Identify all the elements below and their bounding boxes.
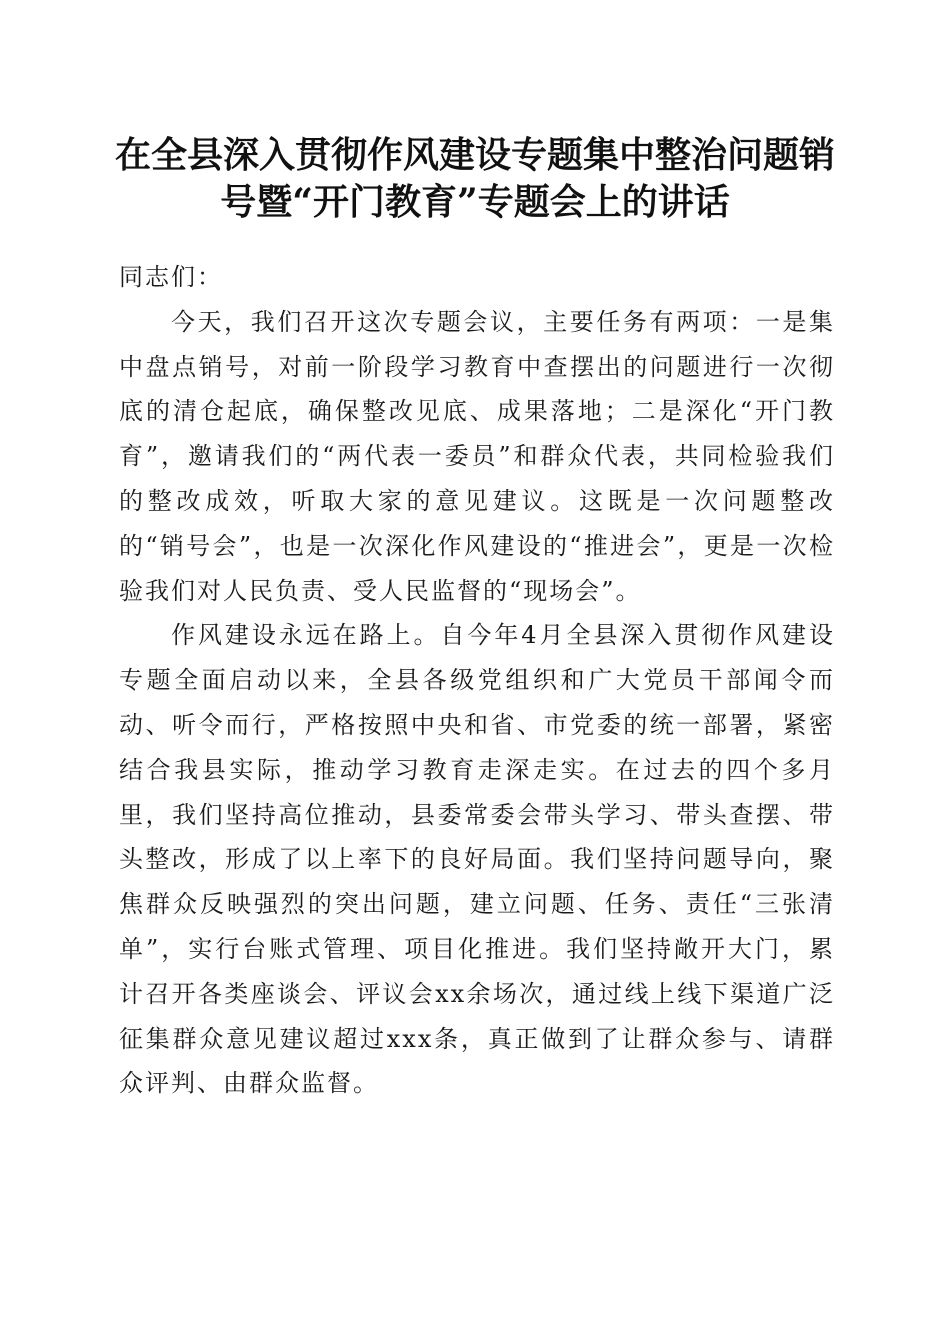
paragraph: 今天，我们召开这次专题会议，主要任务有两项：一是集中盘点销号，对前一阶段学习教育中查摆出的问题进行一次彻底的清仓起底，确保整改见底、成果落地；二是深化“开门教育”，邀请我们的“两代表一委员”和群众代表，共同检验我们的整改成效，听取大家的意见建议。这既是一次问题整改的“销号会”，也是一次深化作风建设的“推进会”，更是一次检验我们对人民负责、受人民监督的“现场会”。 (119, 307, 835, 605)
title-line-2: 号暨“开门教育”专题会上的讲话 (220, 181, 730, 223)
document-title (100, 132, 850, 226)
title-line-1: 在全县深入贯彻作风建设专题集中整治问题销 (114, 134, 835, 176)
document-body (119, 255, 835, 1106)
salutation: 同志们： (119, 263, 223, 291)
paragraph: 作风建设永远在路上。自今年4月全县深入贯彻作风建设专题全面启动以来，全县各级党组织和广大党员干部闻令而动、听令而行，严格按照中央和省、市党委的统一部署，紧密结合我县实际，推动学习教育走深走实。在过去的四个多月里，我们坚持高位推动，县委常委会带头学习、带头查摆、带头整改，形成了以上率下的良好局面。我们坚持问题导向，聚焦群众反映强烈的突出问题，建立问题、任务、责任“三张清单”，实行台账式管理、项目化推进。我们坚持敞开大门，累计召开各类座谈会、评议会xx余场次，通过线上线下渠道广泛征集群众意见建议超过xxx条，真正做到了让群众参与、请群众评判、由群众监督。 (119, 621, 835, 1098)
